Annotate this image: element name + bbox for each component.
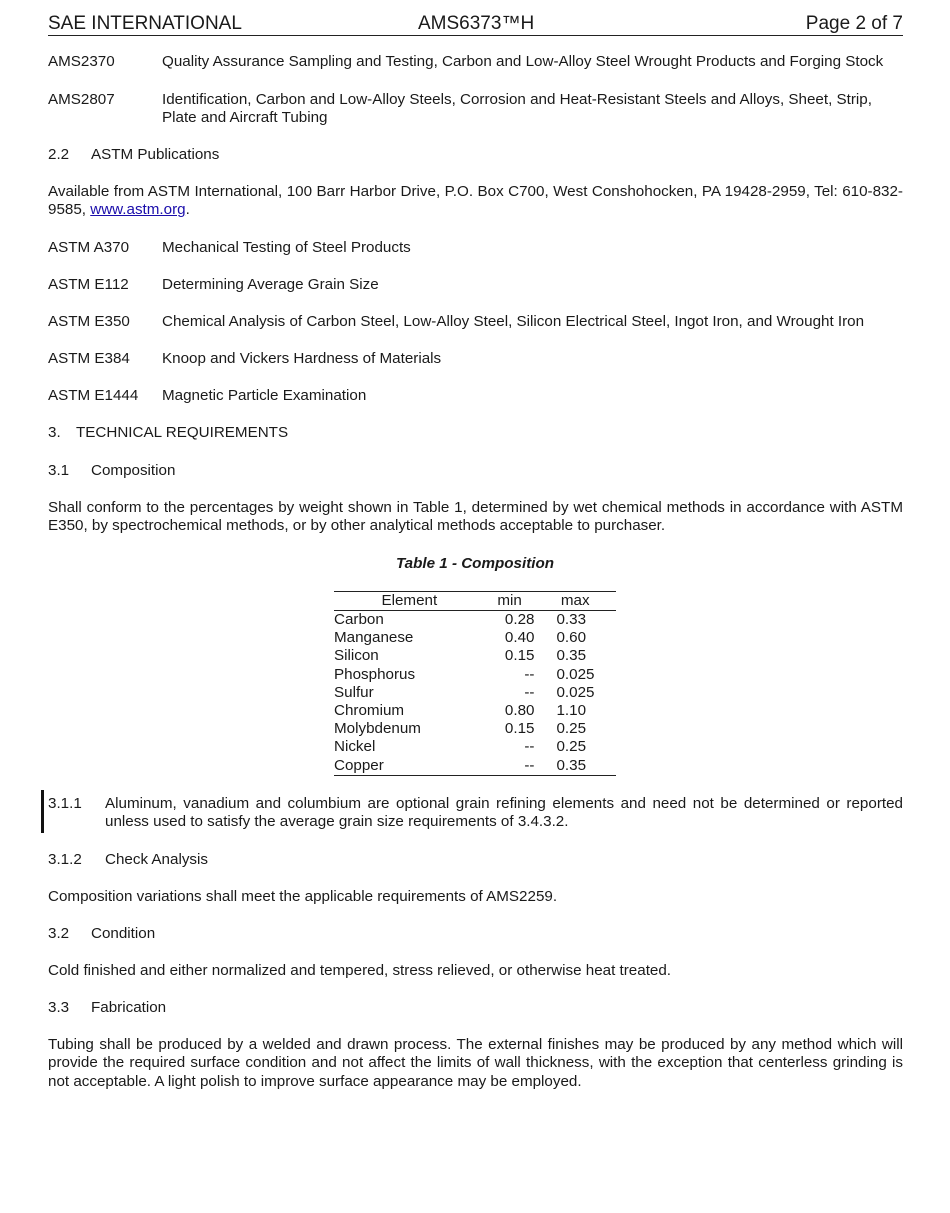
section-number: 3.1.1 (48, 795, 82, 812)
reference-code: ASTM E1444 (48, 387, 139, 404)
section-title: Fabrication (91, 999, 167, 1016)
reference-ams2370 (48, 53, 903, 72)
min-cell: 0.15 (504, 720, 535, 738)
section-title: ASTM Publications (91, 146, 220, 163)
reference-code: AMS2370 (48, 53, 115, 70)
reference-astm-e350 (48, 313, 903, 332)
element-cell: Manganese (334, 629, 414, 647)
reference-astm-e112 (48, 276, 903, 295)
composition-table (334, 591, 616, 776)
section-title: Check Analysis (105, 851, 208, 868)
max-cell: 0.025 (556, 665, 595, 683)
table-row (334, 629, 616, 647)
max-cell: 0.025 (556, 683, 595, 701)
reference-code: ASTM A370 (48, 239, 130, 256)
reference-title: Identification, Carbon and Low-Alloy Steels, Corrosion and Heat-Resistant Steels and Alloys, Sheet, Strip, Plate and Aircraft Tubing (162, 91, 872, 127)
min-cell: -- (485, 757, 535, 776)
header-page-number: Page 2 of 7 (805, 13, 903, 34)
element-cell: Sulfur (334, 683, 374, 701)
max-cell: 0.60 (556, 629, 587, 647)
astm-address-text: Available from ASTM International, 100 Barr Harbor Drive, P.O. Box C700, West Conshohocken, PA 19428-2959, Tel: 610-832-9585, (48, 183, 903, 219)
reference-title: Magnetic Particle Examination (162, 387, 367, 404)
reference-astm-a370 (48, 239, 903, 258)
min-cell: 0.28 (504, 611, 535, 628)
max-cell: 1.10 (556, 702, 587, 720)
table-row (334, 647, 616, 665)
table-row (334, 611, 616, 630)
header-org: SAE INTERNATIONAL (48, 13, 242, 34)
astm-availability-paragraph (48, 183, 903, 220)
max-cell: 0.33 (556, 611, 587, 628)
section-number: 3.1 (48, 462, 70, 479)
fabrication-paragraph: Tubing shall be produced by a welded and drawn process. The external finishes may be produced by any method which will provide the required surface condition and not affect the limits of wall thickness, with the exception that centerless grinding is not acceptable. A light polish to improve surface appearance may be employed. (48, 1036, 903, 1090)
min-cell: 0.80 (504, 702, 535, 720)
reference-title: Mechanical Testing of Steel Products (162, 239, 411, 256)
table-header-row (334, 592, 616, 611)
table-row (334, 720, 616, 738)
element-cell: Chromium (334, 702, 405, 720)
section-text: Aluminum, vanadium and columbium are optional grain refining elements and need not be determined or reported unless used to satisfy the average grain size requirements of 3.4.3.2. (105, 795, 903, 831)
section-title: TECHNICAL REQUIREMENTS (76, 424, 289, 441)
section-2-2-heading (48, 146, 903, 165)
header-doc-id: AMS6373™H (418, 13, 535, 34)
min-cell: 0.15 (504, 647, 535, 665)
reference-code: ASTM E350 (48, 313, 130, 330)
element-cell: Phosphorus (334, 665, 416, 683)
max-cell: 0.35 (534, 757, 616, 776)
element-cell: Silicon (334, 647, 379, 665)
min-column-header: min (485, 592, 535, 611)
section-title: Condition (91, 925, 156, 942)
element-column-header: Element (334, 592, 485, 611)
reference-title: Quality Assurance Sampling and Testing, Carbon and Low-Alloy Steel Wrought Products and Forging Stock (162, 53, 884, 70)
check-analysis-paragraph: Composition variations shall meet the applicable requirements of AMS2259. (48, 888, 558, 905)
reference-astm-e384 (48, 350, 903, 369)
reference-code: ASTM E112 (48, 276, 129, 293)
composition-paragraph: Shall conform to the percentages by weight shown in Table 1, determined by wet chemical methods in accordance with ASTM E350, by spectrochemical methods, or by other analytical methods acceptable to purchaser. (48, 499, 903, 535)
table-row (334, 738, 616, 756)
reference-title: Chemical Analysis of Carbon Steel, Low-Alloy Steel, Silicon Electrical Steel, Ingot Iron, and Wrought Iron (162, 313, 865, 330)
max-cell: 0.25 (556, 738, 587, 756)
section-number: 3. (48, 424, 61, 441)
reference-ams2807 (48, 91, 903, 129)
element-cell: Copper (334, 757, 485, 776)
section-number: 3.3 (48, 999, 70, 1016)
section-3-3-heading (48, 999, 903, 1018)
element-cell: Nickel (334, 738, 376, 756)
reference-astm-e1444 (48, 387, 903, 406)
section-3-1-2-heading (48, 851, 903, 870)
table-row (334, 666, 616, 684)
reference-code: ASTM E384 (48, 350, 130, 367)
table-1-caption: Table 1 - Composition (395, 555, 555, 572)
reference-title: Determining Average Grain Size (162, 276, 379, 293)
element-cell: Carbon (334, 611, 384, 628)
max-cell: 0.35 (556, 647, 587, 665)
section-number: 2.2 (48, 146, 70, 163)
table-row (334, 684, 616, 702)
section-title: Composition (91, 462, 176, 479)
reference-title: Knoop and Vickers Hardness of Materials (162, 350, 442, 367)
section-3-2-heading (48, 925, 903, 944)
min-cell: -- (524, 665, 535, 683)
reference-code: AMS2807 (48, 91, 115, 108)
section-3-1-heading (48, 462, 903, 481)
table-row (334, 702, 616, 720)
astm-text-tail: . (185, 201, 190, 219)
min-cell: -- (524, 683, 535, 701)
table-row (334, 757, 616, 776)
astm-website-link[interactable]: www.astm.org (90, 201, 186, 219)
condition-paragraph: Cold finished and either normalized and tempered, stress relieved, or otherwise heat treated. (48, 962, 672, 979)
max-cell: 0.25 (556, 720, 587, 738)
section-number: 3.2 (48, 925, 70, 942)
min-cell: -- (524, 738, 535, 756)
max-column-header: max (534, 592, 616, 611)
page-header (48, 13, 903, 36)
min-cell: 0.40 (504, 629, 535, 647)
section-number: 3.1.2 (48, 851, 82, 868)
section-3-heading (48, 424, 903, 443)
section-3-1-1 (48, 795, 903, 833)
revision-change-bar (41, 790, 44, 833)
element-cell: Molybdenum (334, 720, 421, 738)
